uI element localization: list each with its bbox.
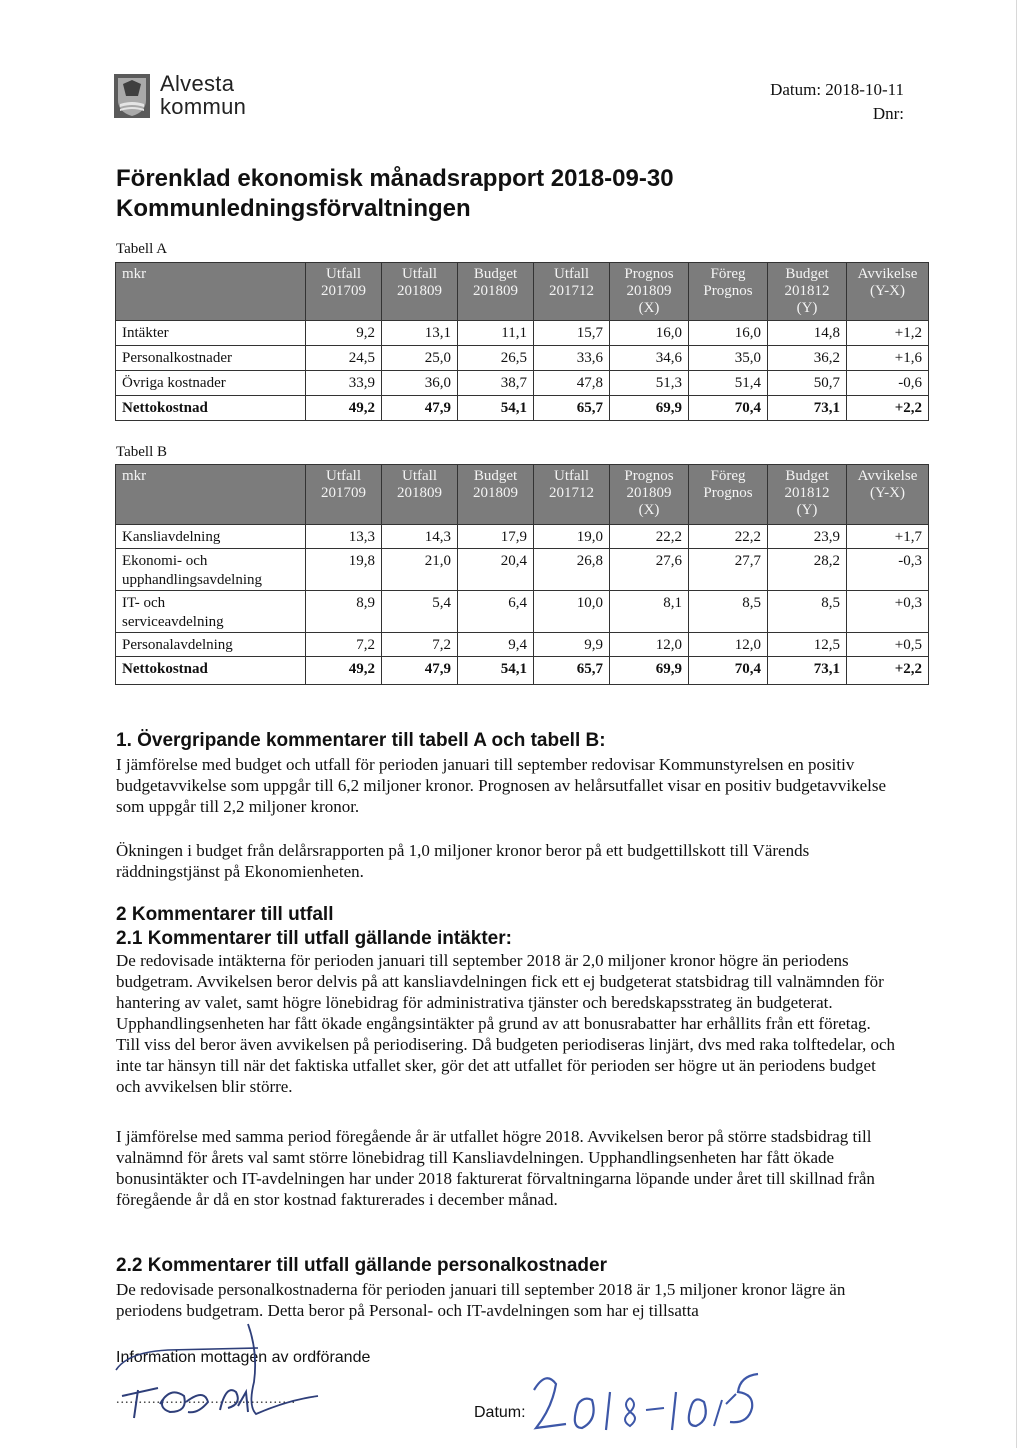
table-cell: 14,8 [768, 321, 847, 346]
table-cell: 7,2 [382, 633, 458, 657]
table-a-body [116, 321, 929, 421]
table-cell: 49,2 [306, 396, 382, 421]
table-cell: 38,7 [458, 371, 534, 396]
table-a [115, 262, 929, 421]
table-cell: 12,0 [610, 633, 689, 657]
table-cell: 50,7 [768, 371, 847, 396]
table-cell: 47,9 [382, 396, 458, 421]
table-row [116, 371, 929, 396]
handwritten-date [526, 1364, 766, 1440]
table-cell: +1,6 [847, 346, 929, 371]
table-b-column-header: Budget 201812 (Y) [768, 465, 847, 525]
table-row [116, 321, 929, 346]
table-cell: 9,4 [458, 633, 534, 657]
table-cell: 25,0 [382, 346, 458, 371]
table-cell: 35,0 [689, 346, 768, 371]
scan-edge [1016, 0, 1017, 1448]
table-cell: 8,5 [768, 591, 847, 633]
table-cell: 36,0 [382, 371, 458, 396]
section-1-paragraph-2: Ökningen i budget från delårsrapporten på 1,0 miljoner kronor beror på ett budgettillskott till Värends räddningstjänst på Ekonomienheten. [116, 841, 810, 881]
table-b-header [116, 465, 929, 525]
page-title [116, 164, 916, 224]
table-cell: 9,2 [306, 321, 382, 346]
footer-date-label: Datum: [474, 1404, 526, 1421]
table-cell: 16,0 [689, 321, 768, 346]
table-cell: 65,7 [534, 396, 610, 421]
table-cell: 65,7 [534, 657, 610, 685]
table-cell: 54,1 [458, 396, 534, 421]
table-cell: 51,3 [610, 371, 689, 396]
coat-of-arms-icon [114, 74, 150, 118]
table-cell: +2,2 [847, 657, 929, 685]
section-2-1-heading: 2.1 Kommentarer till utfall gällande intäkter: [116, 928, 512, 949]
section-2-1-paragraph-1: De redovisade intäkterna för perioden januari till september 2018 är 2,0 miljoner kronor högre än periodens budgetram. Avvikelsen beror delvis på att kansliavdelningen fick ett ej budgeterat statsbidrag till valnämnden för hantering av valet, samt högre lönebidrag för administrativa tjänster och beredskapsstrateg än budgeterat. Upphandlingsenheten har fått ökade engångsintäkter på grund av att bonusrabatter har erhållits från ett företag. Till viss del beror även avvikelsen på periodisering. Då budgeten periodiseras linjärt, dvs med raka tolftedelar, och inte tar hänsyn till när det faktiska utfallet sker, gör det att utfallet för perioden ser högre ut än periodens budget och avvikelsen blir större. [116, 951, 896, 1096]
table-cell: -0,3 [847, 549, 929, 591]
table-cell: +1,7 [847, 525, 929, 549]
table-cell: 22,2 [689, 525, 768, 549]
table-a-column-header: Föreg Prognos [689, 263, 768, 321]
table-row [116, 633, 929, 657]
table-b-column-header: Avvikelse (Y-X) [847, 465, 929, 525]
table-a-column-header: Budget 201812 (Y) [768, 263, 847, 321]
table-cell: 13,1 [382, 321, 458, 346]
table-cell: 33,6 [534, 346, 610, 371]
row-label: Nettokostnad [116, 396, 306, 421]
table-cell: 10,0 [534, 591, 610, 633]
table-cell: 36,2 [768, 346, 847, 371]
table-cell: 13,3 [306, 525, 382, 549]
row-label: Nettokostnad [116, 657, 306, 685]
table-cell: 70,4 [689, 657, 768, 685]
table-a-header [116, 263, 929, 321]
table-cell: 14,3 [382, 525, 458, 549]
row-label: Övriga kostnader [116, 371, 306, 396]
table-a-column-header: mkr [116, 263, 306, 321]
info-received-label: Information mottagen av ordförande [116, 1349, 371, 1366]
table-cell: 12,0 [689, 633, 768, 657]
table-cell: 73,1 [768, 657, 847, 685]
table-cell: 34,6 [610, 346, 689, 371]
table-cell: 21,0 [382, 549, 458, 591]
table-cell: 8,9 [306, 591, 382, 633]
table-cell: 8,5 [689, 591, 768, 633]
signature-line: ........................................ [116, 1392, 296, 1407]
table-cell: 51,4 [689, 371, 768, 396]
table-cell: 73,1 [768, 396, 847, 421]
logo-line-1: Alvesta [160, 71, 235, 96]
table-cell: 27,6 [610, 549, 689, 591]
table-cell: 47,9 [382, 657, 458, 685]
table-cell: +1,2 [847, 321, 929, 346]
table-cell: 47,8 [534, 371, 610, 396]
table-b-column-header: Budget 201809 [458, 465, 534, 525]
table-cell: 27,7 [689, 549, 768, 591]
table-row [116, 525, 929, 549]
table-b-column-header: mkr [116, 465, 306, 525]
table-cell: +2,2 [847, 396, 929, 421]
table-b-column-header: Föreg Prognos [689, 465, 768, 525]
table-b-caption: Tabell B [116, 444, 168, 460]
table-cell: 6,4 [458, 591, 534, 633]
table-b [115, 464, 929, 685]
table-row [116, 657, 929, 685]
table-a-column-header: Avvikelse (Y-X) [847, 263, 929, 321]
section-2-2-heading: 2.2 Kommentarer till utfall gällande personalkostnader [116, 1255, 607, 1276]
table-cell: 20,4 [458, 549, 534, 591]
table-cell: 49,2 [306, 657, 382, 685]
section-1-paragraph-1: I jämförelse med budget och utfall för perioden januari till september redovisar Kommunstyrelsen en positiv budgetavvikelse som uppgår till 6,2 miljoner kronor. Prognosen av helårsutfallet visar en positiv budgetavvikelse som uppgår till 2,2 miljoner kronor. [116, 755, 887, 816]
logo-text [160, 72, 246, 118]
table-cell: -0,6 [847, 371, 929, 396]
table-cell: 22,2 [610, 525, 689, 549]
section-1-heading: 1. Övergripande kommentarer till tabell A och tabell B: [116, 730, 606, 751]
logo-line-2: kommun [160, 94, 247, 119]
table-b-column-header: Prognos 201809 (X) [610, 465, 689, 525]
table-cell: 15,7 [534, 321, 610, 346]
table-b-body [116, 525, 929, 685]
row-label: Ekonomi- och upphandlingsavdelning [116, 549, 306, 591]
table-cell: 54,1 [458, 657, 534, 685]
table-row [116, 591, 929, 633]
table-cell: 19,0 [534, 525, 610, 549]
section-2-2-paragraph: De redovisade personalkostnaderna för perioden januari till september 2018 är 1,5 miljoner kronor lägre än periodens budgetram. Detta beror på Personal- och IT-avdelningen som har ej tillsatta [116, 1280, 846, 1320]
table-row [116, 549, 929, 591]
document-dnr: Dnr: [872, 104, 904, 123]
title-line-2: Kommunledningsförvaltningen [116, 195, 471, 222]
table-a-column-header: Prognos 201809 (X) [610, 263, 689, 321]
table-cell: 23,9 [768, 525, 847, 549]
table-a-column-header: Utfall 201712 [534, 263, 610, 321]
table-cell: +0,3 [847, 591, 929, 633]
table-a-column-header: Budget 201809 [458, 263, 534, 321]
table-cell: 69,9 [610, 396, 689, 421]
table-cell: +0,5 [847, 633, 929, 657]
table-cell: 33,9 [306, 371, 382, 396]
table-cell: 24,5 [306, 346, 382, 371]
row-label: Personalkostnader [116, 346, 306, 371]
document-date: Datum: 2018-10-11 [770, 80, 904, 99]
table-b-column-header: Utfall 201709 [306, 465, 382, 525]
table-cell: 12,5 [768, 633, 847, 657]
table-row [116, 396, 929, 421]
section-2-1-paragraph-2: I jämförelse med samma period föregående år är utfallet högre 2018. Avvikelsen beror på större stadsbidrag till valnämnd för årets val samt större lönebidrag till Kansliavdelningen. Upphandlingsenheten har fått ökade bonusintäkter och IT-avdelningen har under 2018 fakturerat förvaltningarna löpande under året till skillnad från föregående år då en stor kostnad fakturerades i december månad. [116, 1127, 875, 1209]
table-cell: 5,4 [382, 591, 458, 633]
table-cell: 7,2 [306, 633, 382, 657]
table-cell: 28,2 [768, 549, 847, 591]
table-b-column-header: Utfall 201712 [534, 465, 610, 525]
table-cell: 70,4 [689, 396, 768, 421]
section-2-heading: 2 Kommentarer till utfall [116, 904, 334, 925]
table-a-column-header: Utfall 201809 [382, 263, 458, 321]
table-cell: 26,5 [458, 346, 534, 371]
row-label: Intäkter [116, 321, 306, 346]
table-cell: 8,1 [610, 591, 689, 633]
row-label: Kansliavdelning [116, 525, 306, 549]
row-label: Personalavdelning [116, 633, 306, 657]
table-cell: 11,1 [458, 321, 534, 346]
table-cell: 9,9 [534, 633, 610, 657]
title-line-1: Förenklad ekonomisk månadsrapport 2018-09-30 [116, 165, 674, 192]
table-a-column-header: Utfall 201709 [306, 263, 382, 321]
row-label: IT- och serviceavdelning [116, 591, 306, 633]
table-a-caption: Tabell A [116, 241, 168, 257]
table-cell: 16,0 [610, 321, 689, 346]
municipality-logo [114, 70, 284, 122]
handwritten-signature [108, 1322, 348, 1422]
table-b-column-header: Utfall 201809 [382, 465, 458, 525]
table-cell: 69,9 [610, 657, 689, 685]
table-cell: 19,8 [306, 549, 382, 591]
table-row [116, 346, 929, 371]
table-cell: 17,9 [458, 525, 534, 549]
table-cell: 26,8 [534, 549, 610, 591]
header-meta [770, 78, 904, 126]
